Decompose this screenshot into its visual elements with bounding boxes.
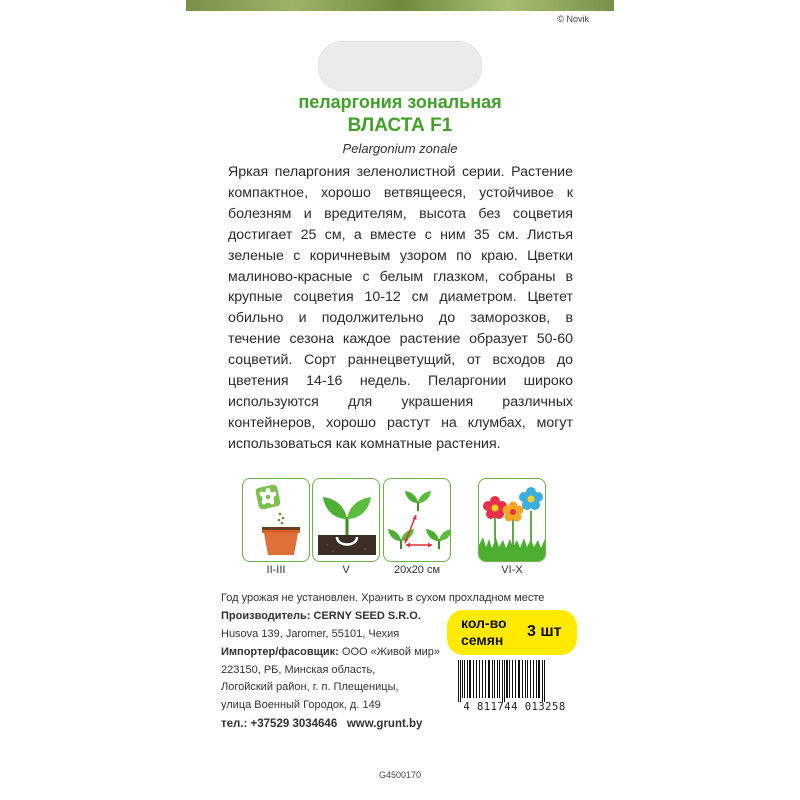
spacing-label: 20х20 см: [393, 564, 441, 576]
barcode-bar: [536, 660, 537, 698]
barcode-bar: [469, 660, 471, 698]
barcode-bar: [476, 660, 477, 698]
barcode-bar: [482, 660, 483, 698]
barcode-bar: [504, 660, 505, 702]
barcode-bar: [473, 660, 474, 698]
seedling-icon: [312, 478, 380, 562]
barcode-bar: [530, 660, 531, 698]
flowering-icon: [478, 478, 546, 562]
barcode-bar: [509, 660, 510, 698]
barcode-bar: [512, 660, 513, 698]
sowing-period-label: II-III: [266, 564, 286, 576]
barcode-bar: [542, 660, 543, 702]
website-link[interactable]: www.grunt.by: [346, 718, 423, 730]
barcode-bar: [518, 660, 520, 698]
barcode-bar: [458, 660, 459, 702]
spacing-icon: [383, 478, 451, 562]
barcode-bar: [467, 660, 468, 698]
barcode-number: 4 811744 013258: [463, 701, 566, 713]
barcode-bar: [527, 660, 528, 698]
seed-count-value: 3 шт: [527, 623, 562, 640]
barcode-bar: [485, 660, 486, 698]
barcode-bar: [538, 660, 540, 698]
product-type-title: пеларгония зональная: [298, 92, 502, 112]
importer-address-1: 223150, РБ, Минская область,: [221, 664, 376, 676]
hang-tab: [318, 41, 482, 91]
seedling-period-label: V: [342, 564, 350, 576]
barcode-bar: [494, 660, 495, 698]
barcode-bar: [544, 660, 545, 702]
barcode-bar: [522, 660, 523, 698]
barcode-bar: [525, 660, 526, 698]
copyright-note: © Novik: [557, 14, 589, 24]
manufacturer-address: Husova 139, Jaromer, 55101, Чехия: [221, 628, 400, 640]
seed-count-label: кол-во семян: [461, 615, 507, 648]
seed-count-badge: [447, 610, 577, 655]
barcode-bar: [497, 660, 498, 698]
variety-title: ВЛАСТА F1: [347, 115, 453, 136]
storage-note: Год урожая не установлен. Хранить в сухом прохладном месте: [221, 592, 545, 604]
sowing-pot-icon: [242, 478, 310, 562]
importer-name: ООО «Живой мир»: [341, 646, 441, 658]
importer-address-3: улица Военный Городок, д. 149: [221, 699, 381, 711]
manufacturer-name: CERNY SEED S.R.O.: [313, 610, 421, 622]
barcode-bar: [506, 660, 508, 698]
product-code: G4500170: [378, 770, 422, 780]
flowering-period-label: VI-X: [501, 564, 523, 576]
barcode-bar: [462, 660, 463, 698]
barcode-bar: [488, 660, 490, 698]
phone-number: тел.: +37529 3034646: [221, 718, 338, 730]
top-photo-strip: [186, 0, 614, 11]
growing-icons-row: [242, 478, 558, 580]
latin-name: Pelargonium zonale: [342, 141, 458, 156]
barcode-bar: [533, 660, 534, 698]
importer-address-2: Логойский район, г. п. Плещеницы,: [221, 681, 399, 693]
contacts-line: [221, 718, 422, 730]
barcode-bar: [499, 660, 500, 698]
barcode-bar: [479, 660, 480, 698]
barcode-bar: [502, 660, 503, 702]
barcode-bar: [460, 660, 461, 702]
importer-label: Импортер/фасовщик:: [221, 646, 339, 658]
barcode-bar: [464, 660, 465, 698]
barcode-bar: [492, 660, 493, 698]
description-text: Яркая пеларгония зеленолистной серии. Растение компактное, хорошо ветвящееся, устойчивое к болезням и вредителям, высота без соцветия достигает 25 см, а вместе с ним 35 см. Листья зеленые с коричневым узором по краю. Цветки малиново-красные с белым глазком, собраны в крупные соцветия 10-12 см диаметром. Цветет обильно и подолжительно до заморозков, в течение сезона каждое растение образует 50-60 соцветий. Сорт раннецветущий, от всходов до цветения 14-16 недель. Пеларгонии широко используются для украшения различных контейнеров, хорошо растут на клумбах, могут использоваться как комнатные растения.: [228, 164, 573, 452]
manufacturer-label: Производитель:: [221, 610, 311, 622]
barcode-bar: [515, 660, 516, 698]
